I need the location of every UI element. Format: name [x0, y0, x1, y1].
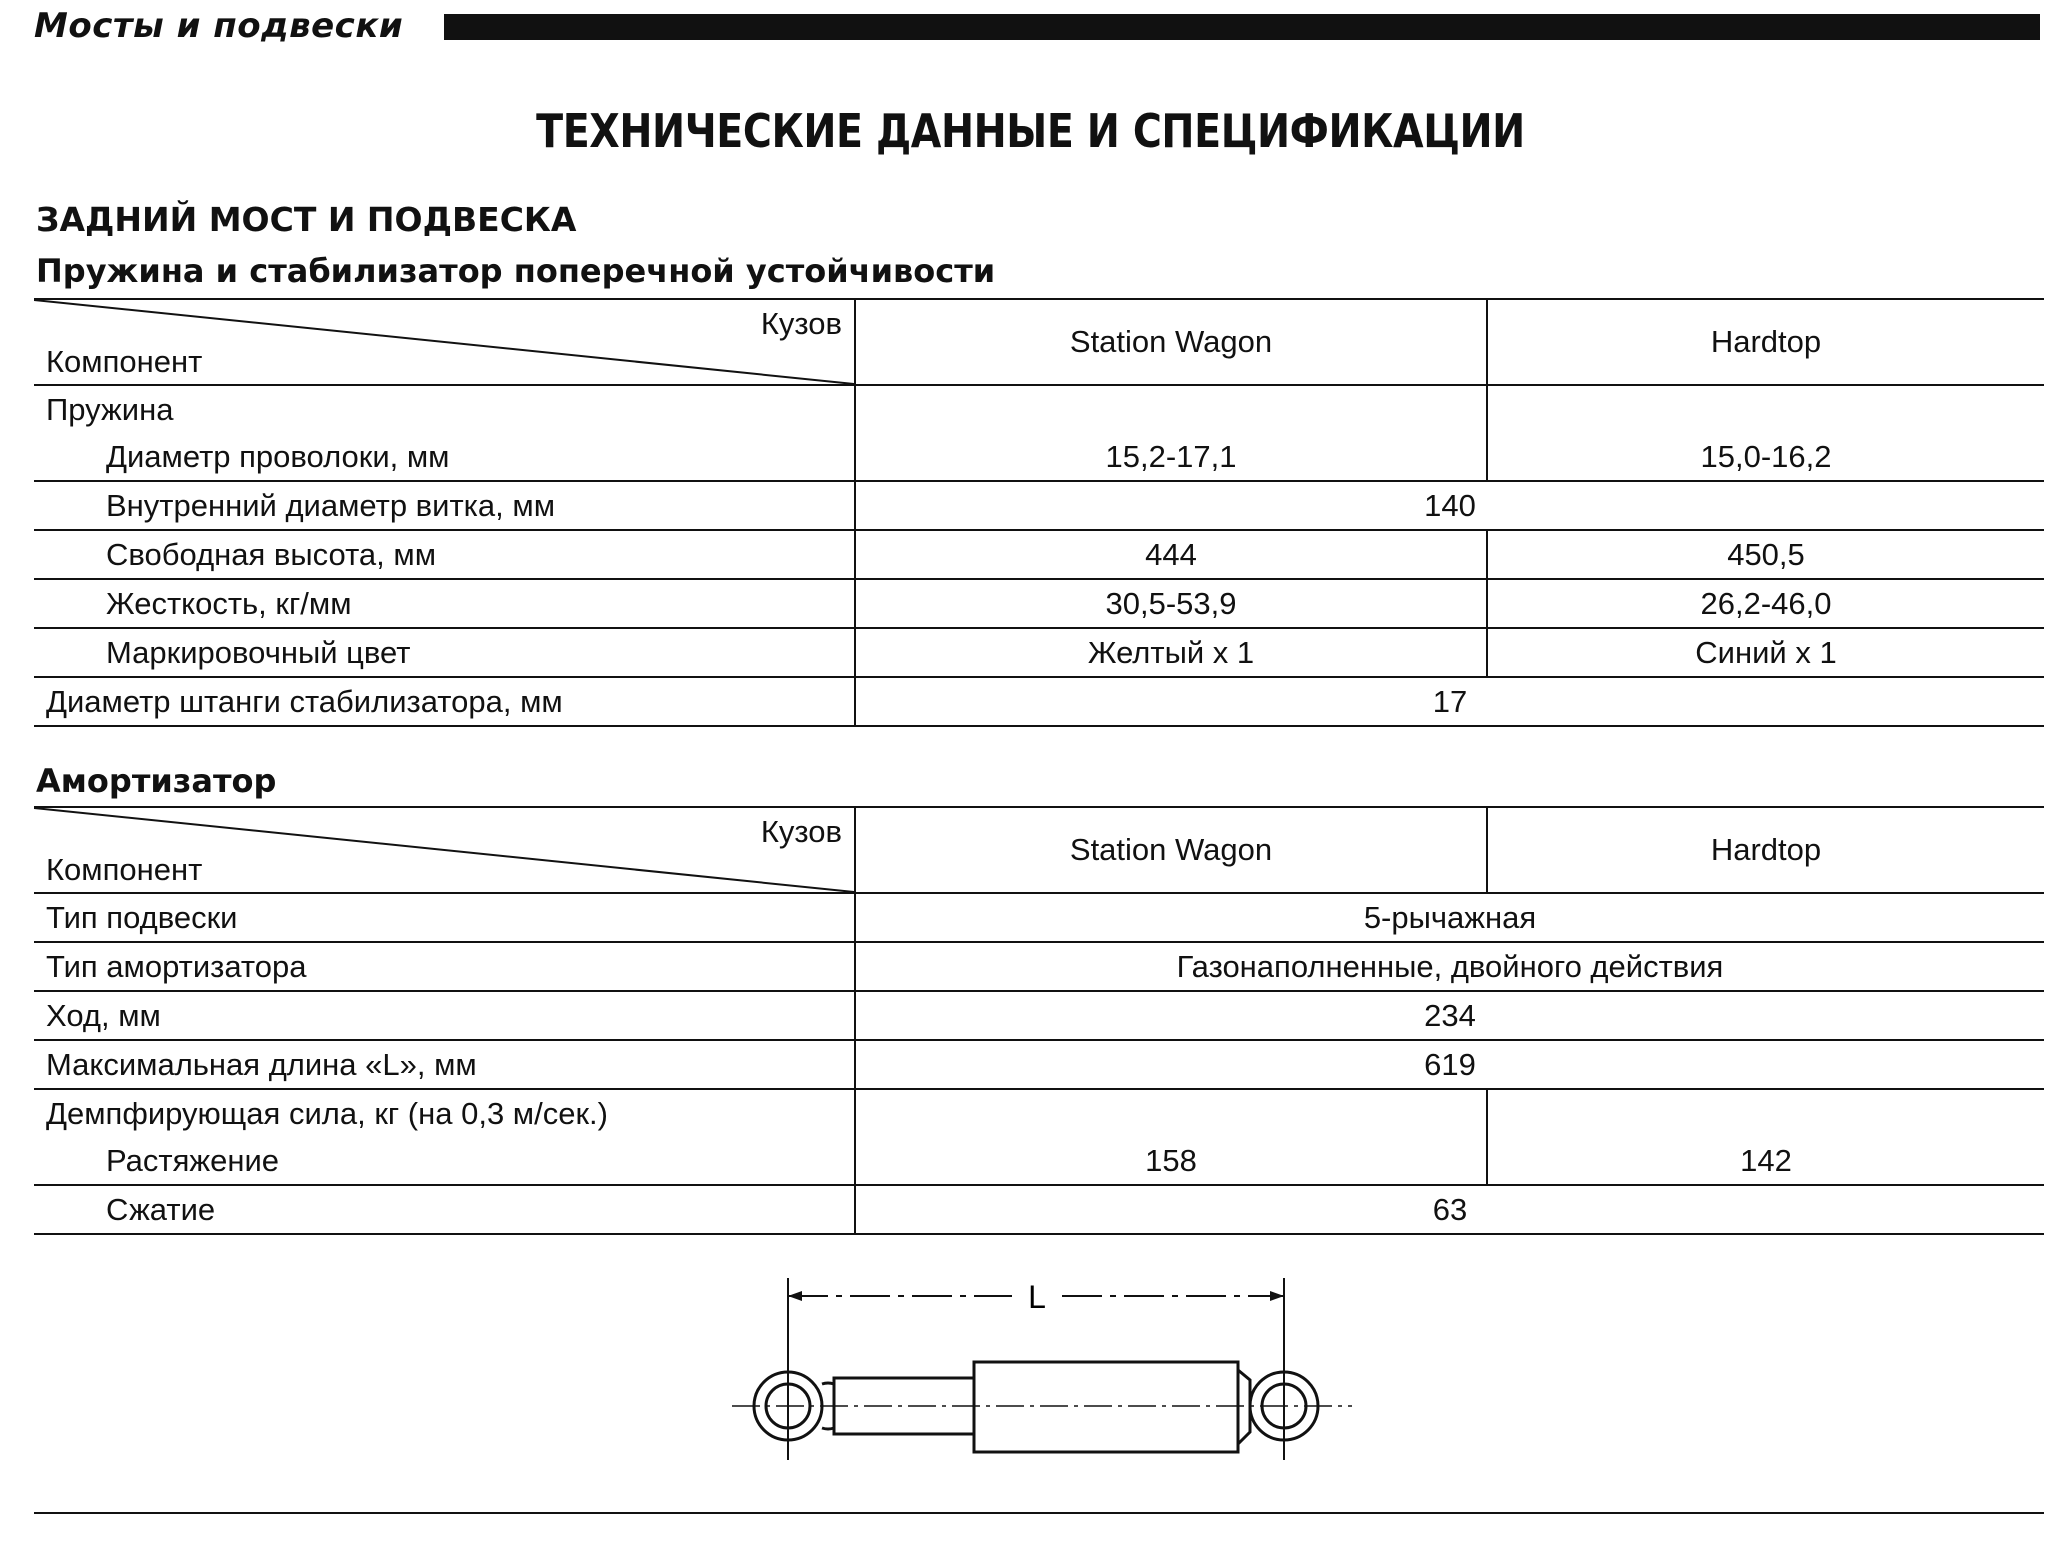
table-row: [34, 1089, 2044, 1137]
header-component-label: Компонент: [46, 344, 203, 379]
cylinder-body: [974, 1362, 1238, 1452]
row-label: Диаметр проволоки, мм: [34, 433, 855, 481]
table-header-row: [34, 807, 2044, 893]
table-row: [34, 677, 2044, 726]
page-title: ТЕХНИЧЕСКИЕ ДАННЫЕ И СПЕЦИФИКАЦИИ: [536, 104, 1525, 158]
row-value-ht: 26,2-46,0: [1487, 579, 2044, 628]
header-corner-cell: [34, 299, 855, 385]
table-row: [34, 893, 2044, 942]
header-bar: [444, 14, 2040, 40]
header-hardtop: Hardtop: [1487, 299, 2044, 385]
arrow-right-icon: [1270, 1291, 1284, 1301]
header-station-wagon: Station Wagon: [855, 299, 1487, 385]
table-row: [34, 433, 2044, 481]
row-value-ht: 450,5: [1487, 530, 2044, 579]
row-label: Пружина: [34, 385, 855, 433]
row-label: Растяжение: [34, 1137, 855, 1185]
table-header-row: [34, 299, 2044, 385]
row-label: Демпфирующая сила, кг (на 0,3 м/сек.): [34, 1089, 855, 1137]
row-value-shared: 619: [855, 1040, 2044, 1089]
header-station-wagon: Station Wagon: [855, 807, 1487, 893]
row-label: Сжатие: [34, 1185, 855, 1234]
row-label: Тип подвески: [34, 893, 855, 942]
row-label: Ход, мм: [34, 991, 855, 1040]
spring-spec-table: [34, 298, 2044, 727]
header-hardtop: Hardtop: [1487, 807, 2044, 893]
table-row: [34, 1137, 2044, 1185]
bottom-rule: [34, 1512, 2044, 1514]
table-row: [34, 1185, 2044, 1234]
row-value-shared: 140: [855, 481, 2044, 530]
header-body-label: Кузов: [760, 814, 842, 849]
table-row: [34, 991, 2044, 1040]
header-corner-cell: [34, 807, 855, 893]
row-value-sw: 15,2-17,1: [855, 433, 1487, 481]
row-value-ht: [1487, 385, 2044, 433]
running-header: Мосты и подвески: [34, 6, 404, 46]
header-component-label: Компонент: [46, 852, 203, 887]
shock-absorber-subtitle: Амортизатор: [36, 762, 277, 800]
row-label: Тип амортизатора: [34, 942, 855, 991]
shock-absorber-spec-table: [34, 806, 2044, 1235]
table-row: [34, 628, 2044, 677]
arrow-left-icon: [788, 1291, 802, 1301]
table-row: [34, 530, 2044, 579]
row-value-sw: [855, 1089, 1487, 1137]
row-label: Свободная высота, мм: [34, 530, 855, 579]
section-title: ЗАДНИЙ МОСТ И ПОДВЕСКА: [36, 200, 577, 239]
row-value-sw: 158: [855, 1137, 1487, 1185]
header-body-label: Кузов: [760, 306, 842, 341]
row-value-ht: Синий x 1: [1487, 628, 2044, 677]
row-label: Жесткость, кг/мм: [34, 579, 855, 628]
row-value-ht: 15,0-16,2: [1487, 433, 2044, 481]
row-label: Диаметр штанги стабилизатора, мм: [34, 677, 855, 726]
table-row: [34, 481, 2044, 530]
spring-subtitle: Пружина и стабилизатор поперечной устойчивости: [36, 252, 996, 290]
row-value-sw: 30,5-53,9: [855, 579, 1487, 628]
row-value-shared: 234: [855, 991, 2044, 1040]
row-value-shared: 5-рычажная: [855, 893, 2044, 942]
row-value-sw: Желтый x 1: [855, 628, 1487, 677]
row-label: Максимальная длина «L», мм: [34, 1040, 855, 1089]
row-value-shared: 17: [855, 677, 2044, 726]
table-row: [34, 942, 2044, 991]
row-value-shared: 63: [855, 1185, 2044, 1234]
row-value-ht: [1487, 1089, 2044, 1137]
row-value-sw: 444: [855, 530, 1487, 579]
shock-absorber-drawing: [722, 1270, 1362, 1470]
row-value-shared: Газонаполненные, двойного действия: [855, 942, 2044, 991]
table-row: [34, 385, 2044, 433]
table-row: [34, 579, 2044, 628]
row-label: Внутренний диаметр витка, мм: [34, 481, 855, 530]
row-label: Маркировочный цвет: [34, 628, 855, 677]
table-row: [34, 1040, 2044, 1089]
row-value-ht: 142: [1487, 1137, 2044, 1185]
dimension-label: L: [1028, 1279, 1046, 1315]
row-value-sw: [855, 385, 1487, 433]
